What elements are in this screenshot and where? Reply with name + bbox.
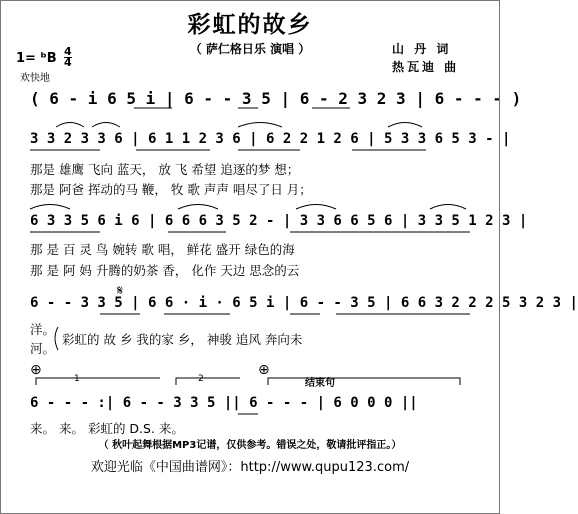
lyrics-line-3b: 那 是 阿 妈 升腾的奶茶 香， 化作 天边 思念的云 [30, 263, 300, 278]
lyrics-line-3a: 那 是 百 灵 鸟 婉转 歌 唱， 鲜花 盛开 绿色的海 [30, 242, 295, 257]
coda-bracket [268, 378, 460, 385]
slur-line2-c [238, 123, 282, 128]
score-line-3: 6 3 3 5 6 i 6 | 6 6 6 3 5 2 - | 3 3 6 6 5 6 | 3 3 5 1 2 3 | [30, 213, 528, 229]
volta-1-bracket [36, 378, 160, 385]
lyrics-line-5: 来。 来。 彩虹的 D.S. 来。 [30, 421, 184, 436]
tempo-marking: 欢快地 [20, 73, 50, 84]
lyrics-line-4: 彩虹的 故 乡 我的家 乡， 神骏 追风 奔向未 [62, 332, 303, 347]
coda-phrase-label: 结束句 [305, 378, 335, 389]
score-line-2: 3 3 2 3 3 6 | 6 1 1 2 3 6 | 6 2 2 1 2 6 | 5 3 3 6 5 3 - | [30, 131, 511, 147]
slur-line3-a [30, 205, 70, 210]
key-signature: 1= ᵇB [16, 51, 57, 66]
score-line-5: 6 - - - :| 6 - - 3 3 5 || 6 - - - | 6 0 0 0 || [30, 395, 418, 411]
slur-line2-d [388, 123, 422, 128]
coda-sign-end: ⊕ [258, 362, 270, 378]
volta-1-label: 1 [74, 374, 80, 384]
slur-line3-d [430, 205, 466, 210]
score-line-1: ( 6 - i 6 5 i | 6 - - 3 5 | 6 - 2 3 2 3 | 6 - - - ) [30, 89, 522, 108]
lyrics-line-4-end-b: 河。 [30, 341, 56, 356]
segno-sign: 𝄋 [117, 283, 124, 299]
slur-line2-a [56, 123, 84, 128]
transcription-note: （ 秋叶起舞根据MP3记谱，仅供参考。错误之处，敬请批评指正。） [98, 440, 402, 451]
slur-line3-b [178, 205, 218, 210]
score-line-4: 6 - - 3 3 5 | 6 6 · i · 6 5 i | 6 - - 3 5 | 6 6 3 2 2 2 5 3 2 3 | [30, 295, 578, 311]
time-signature-bottom: 4 [64, 56, 72, 69]
lyrics-line-2a: 那是 雄鹰 飞向 蓝天， 放 飞 希望 追逐的梦 想； [30, 162, 300, 177]
slur-line2-b [92, 123, 120, 128]
performer-credit: （ 萨仁格日乐 演唱 ） [189, 42, 311, 56]
slur-line3-c [296, 205, 336, 210]
lyricist-credit: 山 丹 词 [392, 42, 452, 56]
page-border [1, 1, 500, 514]
volta-2-label: 2 [198, 374, 204, 384]
repeat-brace [55, 327, 58, 350]
lyrics-line-2b: 那是 阿爸 挥动的马 鞭， 牧 歌 声声 唱尽了日 月； [30, 182, 312, 197]
lyrics-line-4-end-a: 洋。 [30, 322, 56, 337]
composer-credit: 热瓦迪 曲 [392, 60, 460, 74]
coda-sign-start: ⊕ [30, 362, 42, 378]
volta-2-bracket [176, 378, 240, 385]
site-link[interactable]: 欢迎光临《中国曲谱网》：http://www.qupu123.com/ [90, 460, 410, 475]
song-title: 彩虹的故乡 [187, 12, 313, 38]
time-signature-top: 4 [64, 45, 72, 58]
